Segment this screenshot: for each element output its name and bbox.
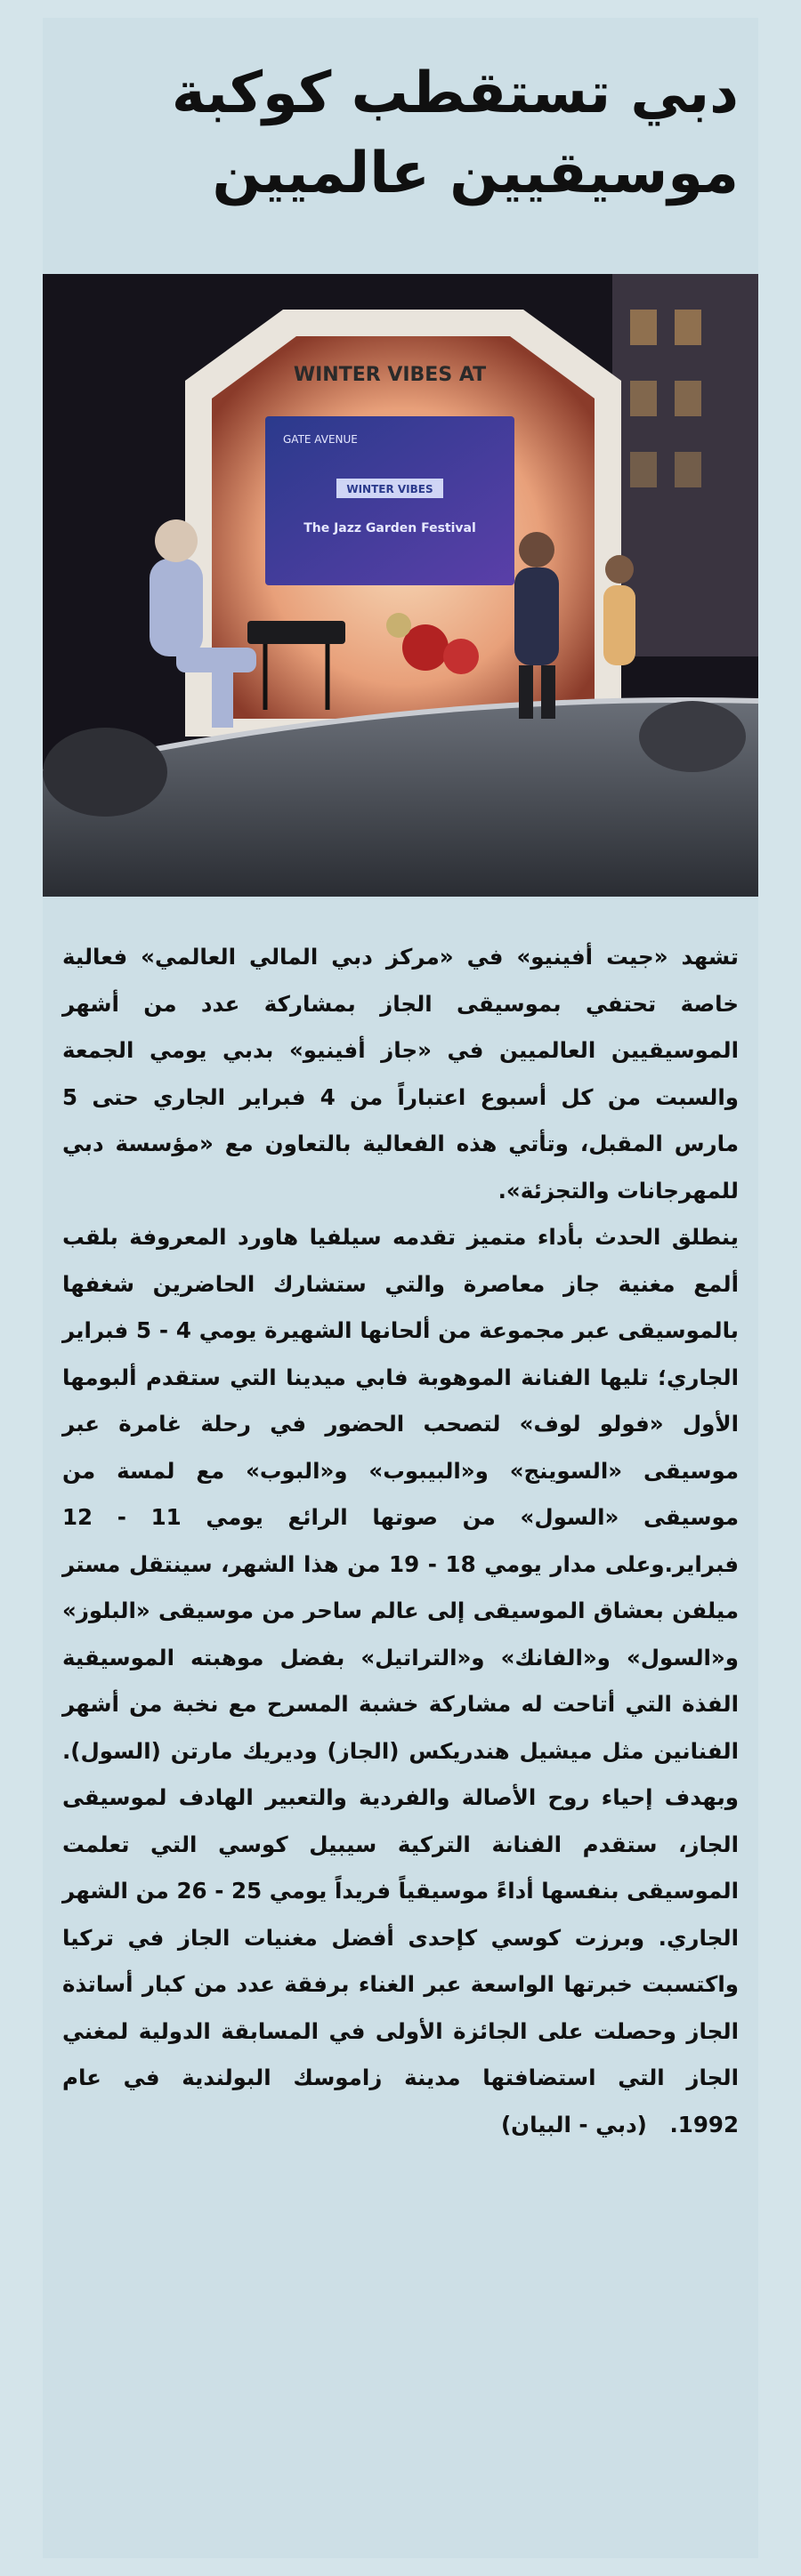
screen-text-sub: The Jazz Garden Festival	[303, 521, 476, 535]
article-body	[62, 934, 739, 2148]
article-credit: (دبي - البيان)	[500, 2111, 647, 2137]
headline-line-1: دبي تستقطب كوكبة	[171, 60, 739, 126]
article-paragraph-1: تشهد «جيت أفينيو» في «مركز دبي المالي العالمي» فعالية خاصة تحتفي بموسيقى الجاز بمشاركة عدد من أشهر الموسيقيين العالميين في «جاز أفينيو» بدبي يومي الجمعة والسبت من كل أسبوع اعتباراً من 4 فبراير الجاري حتى 5 مارس المقبل، وتأتي هذه الفعالية بالتعاون مع «مؤسسة دبي للمهرجانات والتجزئة».	[62, 944, 739, 1203]
headline	[62, 53, 739, 213]
article-photo	[43, 274, 758, 897]
article-paragraph-2-text: ينطلق الحدث بأداء متميز تقدمه سيلفيا هاورد المعروفة بلقب ألمع مغنية جاز معاصرة والتي ستشارك الحاضرين شغفها بالموسيقى عبر مجموعة من ألحانها الشهيرة يومي 4 - 5 فبراير الجاري؛ تليها الفنانة الموهوبة فابي ميدينا التي ستقدم ألبومها الأول «فولو لوف» لتصحب الحضور في رحلة غامرة عبر موسيقى «السوينج» و«البيبوب» و«البوب» مع لمسة من موسيقى «السول» من صوتها الرائع يومي 11 - 12 فبراير.وعلى مدار يومي 18 - 19 من هذا الشهر، سينتقل مستر ميلفن بعشاق الموسيقى إلى عالم ساحر من موسيقى «البلوز» و«السول» و«الفانك» و«التراتيل» بفضل موهبته الموسيقية الفذة التي أتاحت له مشاركة خشبة المسرح مع نخبة من أشهر الفنانين مثل ميشيل هندريكس (الجاز) وديريك مارتن (السول). وبهدف إحياء روح الأصالة والفردية والتعبير الهادف لموسيقى الجاز، ستقدم الفنانة التركية سيبيل كوسي التي تعلمت الموسيقى بنفسها أداءً موسيقياً فريداً يومي 25 - 26 من الشهر الجاري. وبرزت كوسي كإحدى أفضل مغنيات الجاز في تركيا واكتسبت خبرتها الواسعة عبر الغناء برفقة عدد من كبار أساتذة الجاز وحصلت على الجائزة الأولى في المسابقة الدولية لمغني الجاز التي استضافتها مدينة زاموسك البولندية في عام 1992.	[62, 1224, 740, 2137]
banner-text: WINTER VIBES AT	[293, 364, 487, 386]
article-paragraph-2	[62, 1214, 739, 2148]
headline-line-2: موسيقيين عالميين	[212, 141, 739, 206]
screen-text-top: GATE AVENUE	[283, 433, 358, 446]
concert-stage-photo	[43, 274, 758, 897]
screen-text-logo: WINTER VIBES	[346, 483, 433, 495]
